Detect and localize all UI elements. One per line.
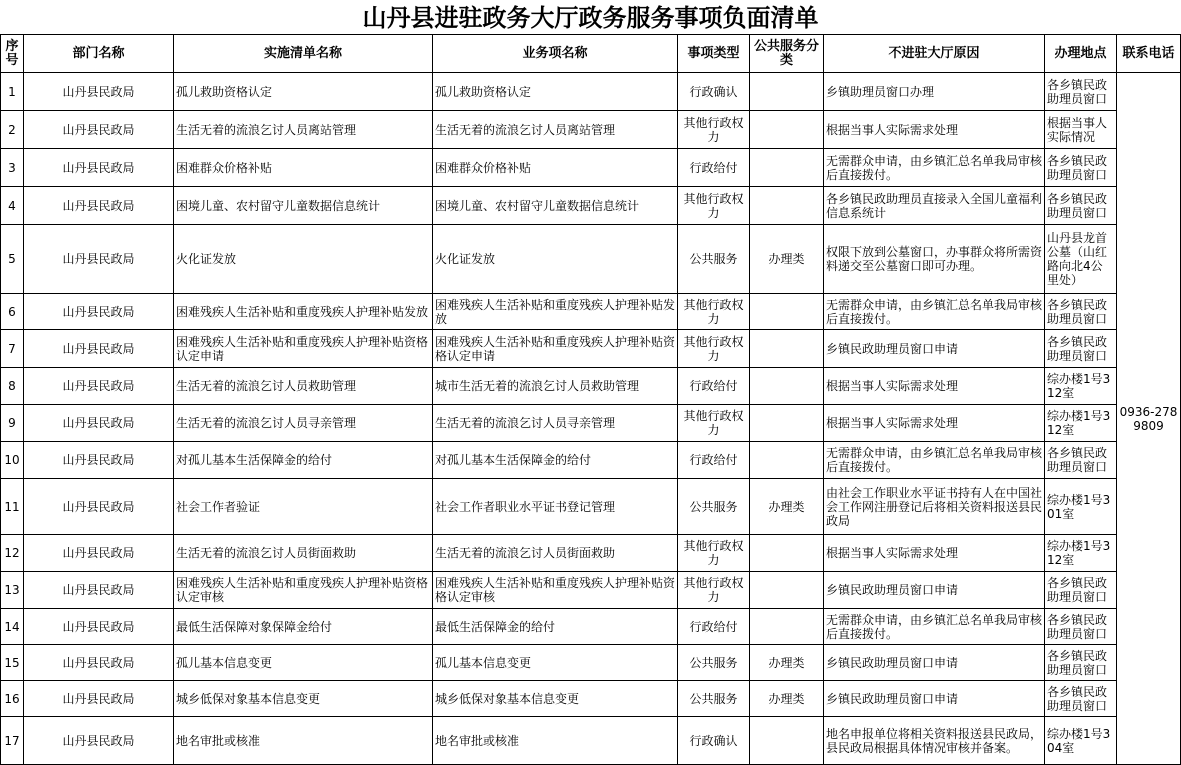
cell-place: 各乡镇民政助理员窗口: [1045, 73, 1117, 111]
table-row: [1, 73, 1181, 111]
cell-biz-name: 孤儿基本信息变更: [433, 645, 678, 681]
header-row: [1, 35, 1181, 73]
table-row: [1, 717, 1181, 765]
cell-list-name: 生活无着的流浪乞讨人员寻亲管理: [174, 405, 433, 442]
cell-place: 综办楼1号301室: [1045, 479, 1117, 535]
cell-biz-name: 困难残疾人生活补贴和重度残疾人护理补贴资格认定审核: [433, 572, 678, 609]
cell-no: 4: [1, 187, 24, 225]
cell-no: 11: [1, 479, 24, 535]
header-cell: 办理地点: [1045, 35, 1117, 73]
table-row: [1, 535, 1181, 572]
cell-no: 3: [1, 149, 24, 187]
cell-list-name: 生活无着的流浪乞讨人员离站管理: [174, 111, 433, 149]
cell-list-name: 生活无着的流浪乞讨人员救助管理: [174, 368, 433, 405]
page-title: 山丹县进驻政务大厅政务服务事项负面清单: [362, 3, 819, 32]
cell-biz-name: 城乡低保对象基本信息变更: [433, 681, 678, 717]
cell-list-name: 困难残疾人生活补贴和重度残疾人护理补贴发放: [174, 294, 433, 330]
cell-type: 其他行政权力: [678, 187, 750, 225]
cell-dept: 山丹县民政局: [24, 330, 174, 368]
cell-reason: 无需群众申请，由乡镇汇总名单我局审核后直接拨付。: [824, 442, 1045, 479]
header-cell: 事项类型: [678, 35, 750, 73]
cell-type: 其他行政权力: [678, 572, 750, 609]
table-row: [1, 609, 1181, 645]
cell-dept: 山丹县民政局: [24, 294, 174, 330]
cell-dept: 山丹县民政局: [24, 479, 174, 535]
cell-reason: 权限下放到公墓窗口，办事群众将所需资料递交至公墓窗口即可办理。: [824, 225, 1045, 294]
table-row: [1, 405, 1181, 442]
cell-type: 其他行政权力: [678, 111, 750, 149]
cell-reason: 无需群众申请，由乡镇汇总名单我局审核后直接拨付。: [824, 294, 1045, 330]
cell-list-name: 困难残疾人生活补贴和重度残疾人护理补贴资格认定审核: [174, 572, 433, 609]
cell-place: 综办楼1号312室: [1045, 368, 1117, 405]
cell-type: 公共服务: [678, 225, 750, 294]
header-cell: 实施清单名称: [174, 35, 433, 73]
cell-type: 其他行政权力: [678, 535, 750, 572]
cell-dept: 山丹县民政局: [24, 645, 174, 681]
cell-place: 各乡镇民政助理员窗口: [1045, 149, 1117, 187]
cell-category: [750, 368, 824, 405]
table-body: [1, 73, 1181, 765]
cell-biz-name: 困难群众价格补贴: [433, 149, 678, 187]
header-cell: 部门名称: [24, 35, 174, 73]
cell-reason: 乡镇民政助理员窗口申请: [824, 645, 1045, 681]
cell-category: [750, 442, 824, 479]
cell-category: [750, 149, 824, 187]
cell-reason: 乡镇民政助理员窗口申请: [824, 330, 1045, 368]
table-row: [1, 330, 1181, 368]
cell-place: 各乡镇民政助理员窗口: [1045, 681, 1117, 717]
cell-list-name: 最低生活保障对象保障金给付: [174, 609, 433, 645]
cell-reason: 根据当事人实际需求处理: [824, 405, 1045, 442]
table-row: [1, 149, 1181, 187]
cell-type: 其他行政权力: [678, 405, 750, 442]
cell-dept: 山丹县民政局: [24, 442, 174, 479]
cell-dept: 山丹县民政局: [24, 717, 174, 765]
cell-no: 5: [1, 225, 24, 294]
cell-biz-name: 火化证发放: [433, 225, 678, 294]
cell-reason: 由社会工作职业水平证书持有人在中国社会工作网注册登记后将相关资料报送县民政局: [824, 479, 1045, 535]
cell-place: 各乡镇民政助理员窗口: [1045, 442, 1117, 479]
cell-no: 13: [1, 572, 24, 609]
cell-no: 16: [1, 681, 24, 717]
table-row: [1, 111, 1181, 149]
cell-place: 各乡镇民政助理员窗口: [1045, 187, 1117, 225]
cell-list-name: 困境儿童、农村留守儿童数据信息统计: [174, 187, 433, 225]
cell-place: 各乡镇民政助理员窗口: [1045, 294, 1117, 330]
cell-biz-name: 社会工作者职业水平证书登记管理: [433, 479, 678, 535]
cell-place: 山丹县龙首公墓（山红路向北4公里处）: [1045, 225, 1117, 294]
table-row: [1, 294, 1181, 330]
cell-place: 各乡镇民政助理员窗口: [1045, 645, 1117, 681]
cell-list-name: 地名审批或核准: [174, 717, 433, 765]
cell-dept: 山丹县民政局: [24, 572, 174, 609]
cell-biz-name: 地名审批或核准: [433, 717, 678, 765]
cell-type: 公共服务: [678, 681, 750, 717]
cell-category: [750, 405, 824, 442]
cell-list-name: 社会工作者验证: [174, 479, 433, 535]
cell-list-name: 孤儿基本信息变更: [174, 645, 433, 681]
cell-reason: 乡镇民政助理员窗口申请: [824, 572, 1045, 609]
cell-dept: 山丹县民政局: [24, 681, 174, 717]
cell-dept: 山丹县民政局: [24, 187, 174, 225]
cell-no: 1: [1, 73, 24, 111]
table-row: [1, 442, 1181, 479]
table-row: [1, 572, 1181, 609]
cell-dept: 山丹县民政局: [24, 149, 174, 187]
cell-type: 公共服务: [678, 645, 750, 681]
cell-reason: 无需群众申请，由乡镇汇总名单我局审核后直接拨付。: [824, 609, 1045, 645]
cell-dept: 山丹县民政局: [24, 368, 174, 405]
cell-type: 行政给付: [678, 368, 750, 405]
cell-category: [750, 535, 824, 572]
cell-biz-name: 生活无着的流浪乞讨人员离站管理: [433, 111, 678, 149]
cell-dept: 山丹县民政局: [24, 609, 174, 645]
cell-biz-name: 城市生活无着的流浪乞讨人员救助管理: [433, 368, 678, 405]
cell-reason: 根据当事人实际需求处理: [824, 111, 1045, 149]
cell-type: 行政给付: [678, 609, 750, 645]
cell-biz-name: 生活无着的流浪乞讨人员寻亲管理: [433, 405, 678, 442]
cell-biz-name: 困难残疾人生活补贴和重度残疾人护理补贴发放: [433, 294, 678, 330]
cell-list-name: 生活无着的流浪乞讨人员街面救助: [174, 535, 433, 572]
cell-dept: 山丹县民政局: [24, 111, 174, 149]
cell-category: 办理类: [750, 645, 824, 681]
table-row: [1, 645, 1181, 681]
cell-list-name: 困难群众价格补贴: [174, 149, 433, 187]
cell-biz-name: 对孤儿基本生活保障金的给付: [433, 442, 678, 479]
cell-type: 其他行政权力: [678, 330, 750, 368]
cell-place: 综办楼1号312室: [1045, 535, 1117, 572]
cell-type: 行政给付: [678, 442, 750, 479]
header-cell: 联系电话: [1117, 35, 1181, 73]
cell-reason: 各乡镇民政助理员直接录入全国儿童福利信息系统计: [824, 187, 1045, 225]
cell-dept: 山丹县民政局: [24, 225, 174, 294]
cell-no: 7: [1, 330, 24, 368]
cell-biz-name: 孤儿救助资格认定: [433, 73, 678, 111]
header-cell: 不进驻大厅原因: [824, 35, 1045, 73]
header-cell: 公共服务分类: [750, 35, 824, 73]
cell-place: 根据当事人实际情况: [1045, 111, 1117, 149]
cell-category: 办理类: [750, 681, 824, 717]
cell-place: 各乡镇民政助理员窗口: [1045, 572, 1117, 609]
cell-no: 2: [1, 111, 24, 149]
cell-category: [750, 187, 824, 225]
cell-type: 行政确认: [678, 73, 750, 111]
cell-category: [750, 330, 824, 368]
cell-place: 各乡镇民政助理员窗口: [1045, 609, 1117, 645]
cell-no: 14: [1, 609, 24, 645]
cell-no: 17: [1, 717, 24, 765]
negative-list-table: [0, 34, 1181, 765]
contact-phone-cell: 0936-2789809: [1117, 73, 1181, 765]
cell-dept: 山丹县民政局: [24, 535, 174, 572]
cell-list-name: 城乡低保对象基本信息变更: [174, 681, 433, 717]
table-row: [1, 187, 1181, 225]
cell-reason: 地名申报单位将相关资料报送县民政局，县民政局根据具体情况审核并备案。: [824, 717, 1045, 765]
table-row: [1, 681, 1181, 717]
cell-no: 6: [1, 294, 24, 330]
header-cell: 业务项名称: [433, 35, 678, 73]
cell-category: [750, 294, 824, 330]
cell-no: 8: [1, 368, 24, 405]
cell-biz-name: 最低生活保障金的给付: [433, 609, 678, 645]
cell-list-name: 对孤儿基本生活保障金的给付: [174, 442, 433, 479]
cell-category: [750, 717, 824, 765]
cell-place: 各乡镇民政助理员窗口: [1045, 330, 1117, 368]
cell-reason: 无需群众申请，由乡镇汇总名单我局审核后直接拨付。: [824, 149, 1045, 187]
cell-category: [750, 609, 824, 645]
cell-list-name: 火化证发放: [174, 225, 433, 294]
cell-type: 行政确认: [678, 717, 750, 765]
cell-no: 12: [1, 535, 24, 572]
cell-biz-name: 困难残疾人生活补贴和重度残疾人护理补贴资格认定申请: [433, 330, 678, 368]
cell-category: [750, 572, 824, 609]
cell-place: 综办楼1号304室: [1045, 717, 1117, 765]
cell-list-name: 孤儿救助资格认定: [174, 73, 433, 111]
cell-biz-name: 生活无着的流浪乞讨人员街面救助: [433, 535, 678, 572]
cell-no: 9: [1, 405, 24, 442]
cell-category: 办理类: [750, 479, 824, 535]
cell-reason: 根据当事人实际需求处理: [824, 535, 1045, 572]
cell-type: 公共服务: [678, 479, 750, 535]
header-cell: 序号: [1, 35, 24, 73]
cell-category: [750, 73, 824, 111]
cell-category: 办理类: [750, 225, 824, 294]
cell-list-name: 困难残疾人生活补贴和重度残疾人护理补贴资格认定申请: [174, 330, 433, 368]
cell-reason: 根据当事人实际需求处理: [824, 368, 1045, 405]
cell-reason: 乡镇助理员窗口办理: [824, 73, 1045, 111]
cell-reason: 乡镇民政助理员窗口申请: [824, 681, 1045, 717]
cell-category: [750, 111, 824, 149]
table-row: [1, 225, 1181, 294]
cell-place: 综办楼1号312室: [1045, 405, 1117, 442]
cell-no: 15: [1, 645, 24, 681]
table-row: [1, 479, 1181, 535]
cell-no: 10: [1, 442, 24, 479]
table-row: [1, 368, 1181, 405]
cell-biz-name: 困境儿童、农村留守儿童数据信息统计: [433, 187, 678, 225]
cell-type: 行政给付: [678, 149, 750, 187]
cell-type: 其他行政权力: [678, 294, 750, 330]
cell-dept: 山丹县民政局: [24, 405, 174, 442]
cell-dept: 山丹县民政局: [24, 73, 174, 111]
